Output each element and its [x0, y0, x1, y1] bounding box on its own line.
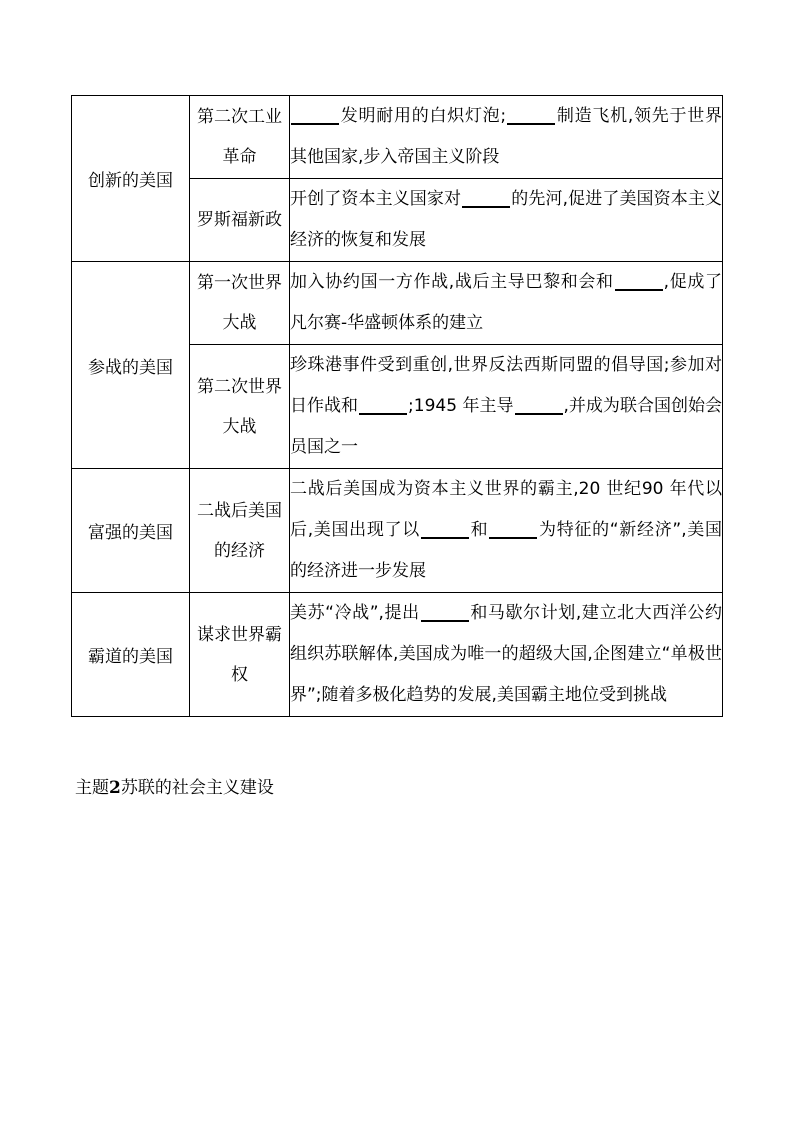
- text-segment: 和: [469, 520, 489, 540]
- subtopic-cell: 二战后美国的经济: [190, 469, 290, 593]
- heading-prefix: 主题: [75, 778, 109, 798]
- description-cell: [290, 593, 723, 717]
- description-cell: [290, 262, 723, 345]
- table-row: [72, 262, 723, 345]
- fill-in-blank: [515, 394, 563, 415]
- description-cell: [290, 469, 723, 593]
- text-segment: ;1945 年主导: [408, 396, 514, 416]
- text-segment: 发明耐用的白炽灯泡;: [340, 106, 507, 126]
- subtopic-cell: 第一次世界大战: [190, 262, 290, 345]
- text-segment: 美苏“冷战”,提出: [290, 603, 420, 623]
- subtopic-cell: 第二次工业革命: [190, 96, 290, 179]
- heading-title: 苏联的社会主义建设: [120, 778, 274, 798]
- fill-in-blank: [421, 518, 469, 539]
- fill-in-blank: [421, 601, 469, 622]
- text-segment: 二战后美国成为资本主义世界的霸主,20 世纪90 年代以后,美国出现了以: [290, 479, 722, 540]
- subtopic-cell: 罗斯福新政: [190, 179, 290, 262]
- category-cell: 参战的美国: [72, 262, 190, 469]
- category-cell: 霸道的美国: [72, 593, 190, 717]
- text-segment: ,促成了凡尔赛-华盛顿体系的建立: [290, 272, 722, 333]
- description-cell: [290, 96, 723, 179]
- subtopic-cell: 谋求世界霸权: [190, 593, 290, 717]
- text-segment: 为特征的“新经济”,美国的经济进一步发展: [290, 520, 722, 581]
- text-segment: 的先河,促进了美国资本主义经济的恢复和发展: [290, 189, 723, 250]
- category-cell: 创新的美国: [72, 96, 190, 262]
- table-row: [72, 593, 723, 717]
- fill-in-blank: [507, 104, 555, 125]
- heading-number: 2: [109, 778, 121, 798]
- fill-in-blank: [462, 187, 510, 208]
- text-segment: 和马歇尔计划,建立北大西洋公约组织苏联解体,美国成为唯一的超级大国,企图建立“单极世界”;随着多极化趋势的发展,美国霸主地位受到挑战: [290, 603, 722, 705]
- text-segment: 珍珠港事件受到重创,世界反法西斯同盟的倡导国;参加对日作战和: [290, 355, 722, 416]
- text-segment: 加入协约国一方作战,战后主导巴黎和会和: [290, 272, 614, 292]
- fill-in-blank: [615, 270, 663, 291]
- description-cell: [290, 179, 723, 262]
- history-summary-table: [71, 95, 723, 717]
- table-row: [72, 469, 723, 593]
- text-segment: 制造飞机,领先于世界其他国家,步入帝国主义阶段: [290, 106, 723, 167]
- category-cell: 富强的美国: [72, 469, 190, 593]
- table-row: [72, 96, 723, 179]
- subtopic-cell: 第二次世界大战: [190, 345, 290, 469]
- fill-in-blank: [359, 394, 407, 415]
- section-heading: [75, 773, 274, 798]
- fill-in-blank: [489, 518, 537, 539]
- text-segment: ,并成为联合国创始会员国之一: [290, 396, 723, 457]
- fill-in-blank: [291, 104, 339, 125]
- description-cell: [290, 345, 723, 469]
- text-segment: 开创了资本主义国家对: [290, 189, 462, 209]
